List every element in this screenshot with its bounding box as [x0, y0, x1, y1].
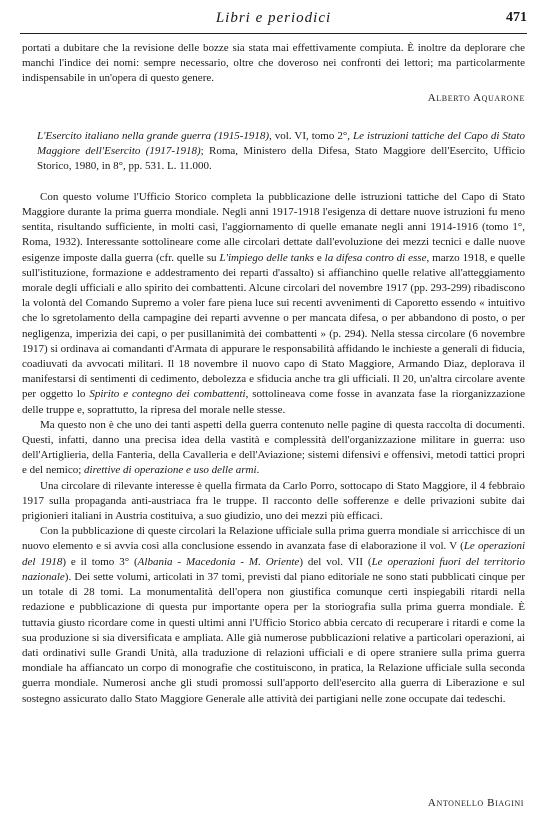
review2-paragraph-2: Ma questo non è che uno dei tanti aspetti della guerra contenuto nelle pagine di questa raccolta di documenti. Questi, infatti, danno una precisa idea della vastità e complessità dell'organizzazione militare in guerra: uso dell'Artiglieria, della Fanteria, della Cavalleria e dell'Aviazione; sistemi difensivi e offensivi, metodi tattici propri e del nemico; direttive di operazione e uso delle armi.	[22, 418, 525, 477]
page-body	[22, 41, 525, 707]
running-title: Libri e periodici	[215, 10, 332, 26]
review2-author: Antonello Biagini	[427, 797, 524, 809]
citation-volume: , vol. VI, tomo 2°,	[269, 129, 353, 142]
review2-paragraph-1: Con questo volume l'Ufficio Storico completa la pubblicazione delle istruzioni tattiche del Capo di Stato Maggiore durante la prima guerra mondiale. Negli anni 1917-1918 l'esigenza di dettare nuove istruzioni fu meno sentita, risultando sufficiente, in molti casi, l'aggiornamento di quelle emanate negli anni 1914-1916 (tomo 1°, Roma, 1932). Interessante sottolineare come alle circolari dettate dall'evoluzione dei mezzi tecnici e dalle nuove esigenze imposte dalla guerra (cfr. quelle su L'impiego delle tanks e la difesa contro di esse, marzo 1918, e quelle sull'istituzione, formazione e addestramento dei reparti d'assalto) si affianchino quelle relative all'atteggiamento morale degli ufficiali e allo spirito dei combattenti. Alcune circolari del novembre 1917 (pp. 293-299) ribadiscono la volontà del Comando Supremo a voler fare piena luce sui recenti avvenimenti di Caporetto essendo « intuitivo che lo sgretolamento della campagine dei reparti avvenne o per mancata difesa, o per abbandono di posto, o per negligenza, imperizia dei capi, o per pusillanimità dei combattenti » (p. 294). Nella stessa circolare (6 novembre 1917) si ordinava ai comandanti d'Armata di appurare le responsabilità affidando le inchieste a generali di fiducia, coadiuvati da avvocati militari. Il 18 novembre il nuovo capo di Stato Maggiore, Armando Diaz, deplorava il manifestarsi di sentimenti di cedimento, debolezza e sfiducia anche tra gli ufficiali. Il 20, un'altra circolare avente per oggetto lo Spirito e contegno dei combattenti, sottolineava come fosse in avanzata fase la riorganizzazione delle truppe e, soprattutto, la ripresa del morale nelle stesse.	[22, 190, 525, 416]
review1-author: Alberto Aquarone	[427, 91, 525, 104]
citation-title: L'Esercito italiano nella grande guerra (1915-1918)	[37, 129, 270, 142]
review2-paragraph-3: Una circolare di rilevante interesse è quella firmata da Carlo Porro, sottocapo di Stato Maggiore, il 4 febbraio 1917 sulla propaganda anti-austriaca fra le truppe. Il racconto delle sofferenze e delle privazioni subite dai prigionieri italiani in Austria costituiva, a suo giudizio, uno dei mezzi più efficaci.	[22, 479, 525, 523]
page-number: 471	[506, 10, 527, 25]
review1-text: portati a dubitare che la revisione delle bozze sia stata mai effettivamente compiuta. È inoltre da deplorare che manchi l'indice dei nomi: sempre necessario, oltre che doveroso nei confronti dei lettori; ma particolarmente indispensabile in un'opera di questo genere.	[22, 42, 525, 85]
book-citation	[22, 129, 525, 174]
running-header	[20, 10, 527, 30]
citation-publisher: ; Roma, Ministero della Difesa, Stato Maggiore dell'Esercito, Ufficio Storico, 1980, in 8°, pp. 531. L. 11.000.	[37, 144, 525, 172]
header-rule	[20, 33, 527, 34]
citation-subtitle: Le istruzioni tattiche del Capo di Stato Maggiore dell'Esercito (1917-1918)	[37, 129, 525, 157]
review2-paragraph-4: Con la pubblicazione di queste circolari la Relazione ufficiale sulla prima guerra mondiale si arricchisce di un nuovo elemento e si avvia così alla conclusione essendo in avanzata fase di elaborazione il vol. V (Le operazioni del 1918) e il tomo 3° (Albania - Macedonia - M. Oriente) del vol. VII (Le operazioni fuori del territorio nazionale). Dei sette volumi, articolati in 37 tomi, previsti dal piano editoriale ne sono stati pubblicati cinque per un totale di 28 tomi. La monumentalità dell'opera non giustifica comunque certi inspiegabili ritardi nella redazione e pubblicazione di questa pur importante opera per la storiografia sulla prima guerra mondiale. È tuttavia giusto ricordare come in questi ultimi anni l'Ufficio Storico abbia cercato di recuperare i ritardi e come la sua produzione si sia diversificata e ampliata. Alle già numerose pubblicazioni relative a particolari operazioni, ai dati ordinativi sulle Grandi Unità, alla traduzione di relazioni ufficiali e di opere straniere sulla prima guerra mondiale ha affiancato un corpo di monografie che costituiscono, in pratica, la Relazione ufficiale sulla seconda guerra mondiale. Numerosi anche gli studi promossi sull'apporto dell'esercito alla guerra di Liberazione e sul sostegno assicurato dallo Stato Maggiore Generale alle attività dei partigiani nelle zone occupate dai tedeschi.	[22, 525, 526, 705]
